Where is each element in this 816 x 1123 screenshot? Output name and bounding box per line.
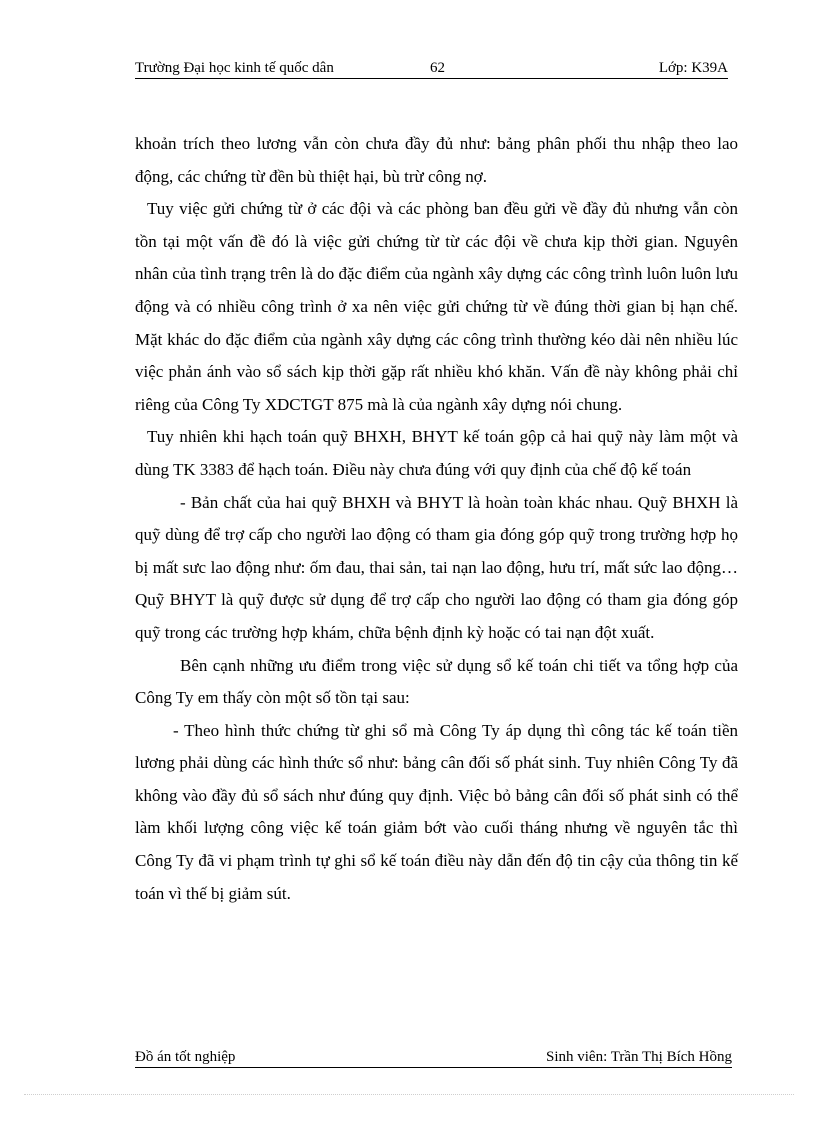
student-name: Sinh viên: Trần Thị Bích Hồng <box>546 1049 732 1065</box>
paragraph-insurance-difference: - Bản chất của hai quỹ BHXH và BHYT là hoàn toàn khác nhau. Quỹ BHXH là quỹ dùng để trợ cấp cho người lao động có tham gia đóng góp quỹ trong trường hợp họ bị mất sưc lao động như: ốm đau, thai sản, tai nạn lao động, hưu trí, mất sức lao động…Quỹ BHYT là quỹ được sử dụng để trợ cấp cho người lao động có tham gia đóng góp quỹ trong các trường hợp khám, chữa bệnh định kỳ hoặc có tai nạn đột xuất. <box>135 492 738 642</box>
paragraph-ledger-advantages: Bên cạnh những ưu điểm trong việc sử dụng sổ kế toán chi tiết va tổng hợp của Công Ty em thấy còn một số tồn tại sau: <box>135 655 738 708</box>
paragraph-document-delivery: Tuy việc gửi chứng từ ở các đội và các phòng ban đều gửi về đầy đủ nhưng vẫn còn tồn tại một vấn đề đó là việc gửi chứng từ từ các đội về chưa kịp thời gian. Nguyên nhân của tình trạng trên là do đặc điểm của ngành xây dựng các công trình luôn luôn lưu động và có nhiều công trình ở xa nên việc gửi chứng từ về đúng thời gian bị hạn chế. Mặt khác do đặc điểm của ngành xây dựng các công trình thường kéo dài nên nhiều lúc việc phản ánh vào sổ sách kịp thời gặp rất nhiều khó khăn. Vấn đề này không phải chỉ riêng của Công Ty XDCTGT 875 mà là của ngành xây dựng nói chung. <box>135 199 738 414</box>
class-label: Lớp: K39A <box>658 60 728 76</box>
document-body <box>135 128 738 910</box>
paragraph-continuation: khoản trích theo lương vẫn còn chưa đầy đủ như: bảng phân phối thu nhập theo lao động, các chứng từ đền bù thiệt hại, bù trừ công nợ. <box>135 134 738 186</box>
page-header <box>135 58 728 79</box>
page-number: 62 <box>430 60 445 76</box>
school-name: Trường Đại học kinh tế quốc dân <box>135 60 334 76</box>
paragraph-insurance-accounting: Tuy nhiên khi hạch toán quỹ BHXH, BHYT kế toán gộp cả hai quỹ này làm một và dùng TK 3383 để hạch toán. Điều này chưa đúng với quy định của chế độ kế toán <box>135 427 738 479</box>
page-boundary-divider <box>24 1094 794 1095</box>
page-footer <box>135 1047 732 1068</box>
thesis-label: Đồ án tốt nghiệp <box>135 1049 236 1065</box>
paragraph-ledger-issues: - Theo hình thức chứng từ ghi sổ mà Công Ty áp dụng thì công tác kế toán tiền lương phải dùng các hình thức sổ như: bảng cân đối số phát sinh. Tuy nhiên Công Ty đã không vào đầy đủ sổ sách như đúng quy định. Việc bỏ bảng cân đối số phát sinh có thể làm khối lượng công việc kế toán giảm bớt vào cuối tháng nhưng về nguyên tắc thì Công Ty đã vi phạm trình tự ghi sổ kế toán điều này dẫn đến độ tin cậy của thông tin kế toán vì thế bị giảm sút. <box>135 720 738 903</box>
